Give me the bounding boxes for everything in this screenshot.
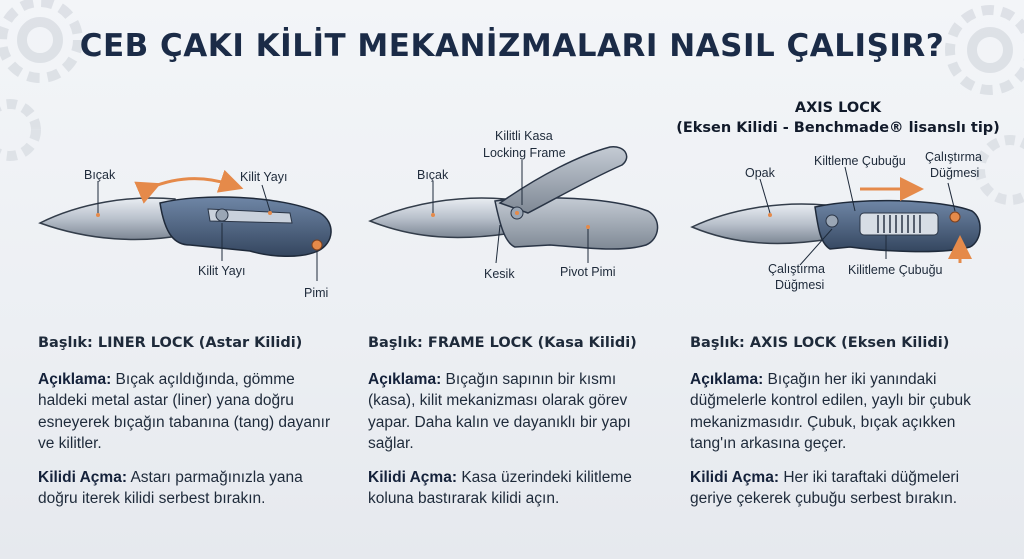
axis-desc-text: Bıçağın her iki yanındaki düğmelerle kontrol edilen, yaylı bir çubuk mekanizmasıdır. Çubuk, bıçak açıkken tang'ın arkasına geçer. [690,370,971,452]
frame-head-value: FRAME LOCK (Kasa Kilidi) [427,335,637,351]
axis-heading [690,333,990,355]
frame-label-notch: Kesik [484,267,515,281]
frame-head-prefix: Başlık: [368,335,423,351]
axis-header-line1: AXIS LOCK [794,100,882,116]
frame-label-frame-line1: Kilitli Kasa [495,129,553,143]
axis-desc-label: Açıklama: [690,370,764,388]
frame-label-frame-line2: Locking Frame [483,146,566,160]
axis-unlock-text: Her iki taraftaki düğmeleri geriye çekerek çubuğu serbest bırakın. [690,468,960,507]
knife-diagrams [0,95,1024,310]
axis-label-button-bottom-line1: Çalıştırma [768,262,825,276]
liner-desc-label: Açıklama: [38,370,112,388]
liner-description [38,369,338,455]
frame-description [368,369,658,455]
frame-unlock-label: Kilidi Açma: [368,468,457,486]
axis-lock-knife [692,167,980,265]
liner-handle [160,197,331,256]
axis-label-bar-top: Kiltleme Çubuğu [814,154,906,168]
liner-label-spring-top: Kilit Yayı [240,170,288,184]
axis-label-button-top-line1: Çalıştırma [925,150,982,164]
axis-unlock-label: Kilidi Açma: [690,468,779,486]
axis-unlock [690,467,990,510]
frame-blade [370,198,512,237]
liner-unlock [38,467,338,510]
liner-label-pin: Pimi [304,286,329,300]
liner-label-spring-bottom: Kilit Yayı [198,264,246,278]
liner-label-blade: Bıçak [84,168,116,182]
liner-unlock-label: Kilidi Açma: [38,468,127,486]
axis-header-line2: (Eksen Kilidi - Benchmade® lisanslı tip) [676,120,1000,136]
liner-head-value: LINER LOCK (Astar Kilidi) [97,335,303,351]
frame-label-pivot: Pivot Pimi [560,265,616,279]
frame-desc-label: Açıklama: [368,370,442,388]
axis-description [690,369,990,455]
liner-unlock-text: Astarı parmağınızla yana doğru iterek kilidi serbest bırakın. [38,468,303,507]
frame-lock-knife [370,147,658,263]
frame-unlock-text: Kasa üzerindeki kilitleme koluna bastırarak kilidi açın. [368,468,632,507]
liner-lock-knife [40,179,331,281]
axis-head-value: AXIS LOCK (Eksen Kilidi) [749,335,950,351]
axis-head-prefix: Başlık: [690,335,745,351]
frame-heading [368,333,658,355]
frame-desc-text: Bıçağın sapının bir kısmı (kasa), kilit mekanizması olarak görev yapar. Daha kalın ve dayanıklı bir yapı sağlar. [368,370,631,452]
liner-desc-text: Bıçak açıldığında, gömme haldeki metal astar (liner) yana doğru esneyerek bıçağın tabanına (tang) dayanır ve kilitler. [38,370,331,452]
frame-column [368,333,658,522]
liner-heading [38,333,338,355]
frame-label-blade: Bıçak [417,168,449,182]
axis-label-blade: Opak [745,166,775,180]
axis-label-bar-bottom: Kilitleme Çubuğu [848,263,943,277]
liner-head-prefix: Başlık: [38,335,93,351]
page-title: CEB ÇAKI KİLİT MEKANİZMALARI NASIL ÇALIŞIR? [79,28,945,64]
axis-blade [692,204,830,243]
liner-column [38,333,338,522]
axis-label-button-top-line2: Düğmesi [930,166,980,180]
frame-unlock [368,467,658,510]
axis-label-button-bottom-line2: Düğmesi [775,278,825,292]
axis-column [690,333,990,522]
